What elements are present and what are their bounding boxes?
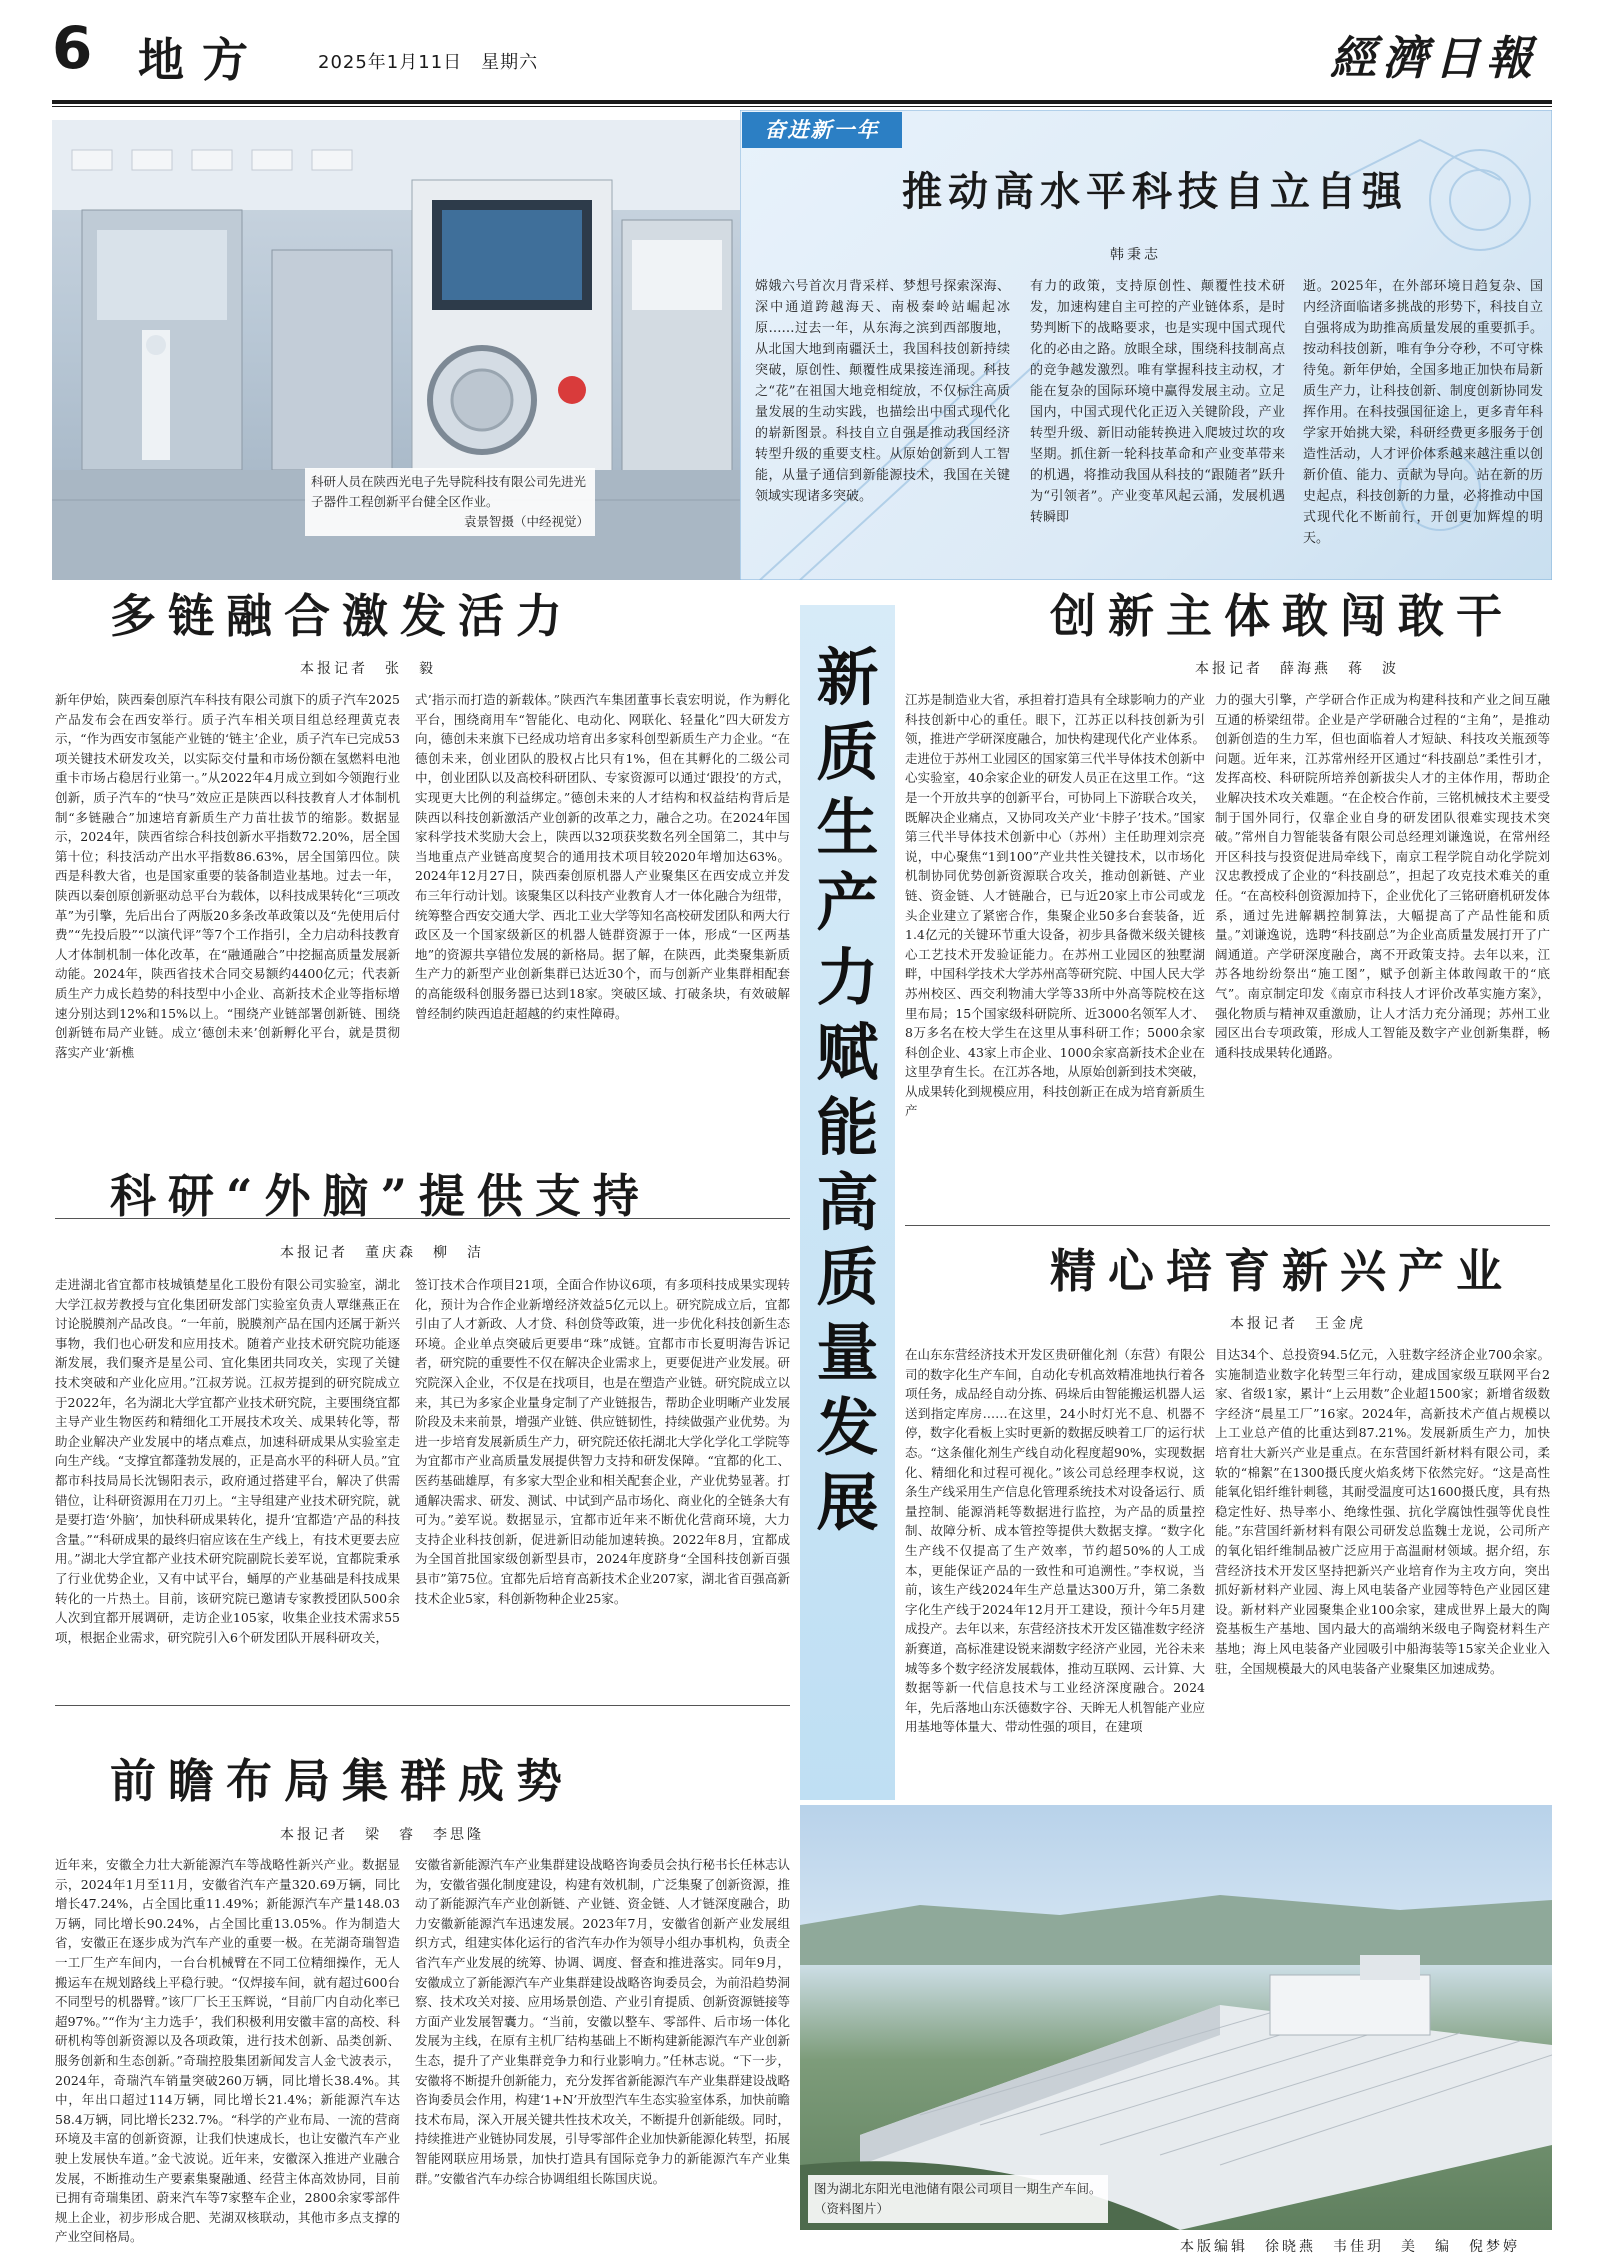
issue-date: 2025年1月11日 星期六 — [318, 52, 539, 73]
section-name: 地方 — [138, 33, 266, 87]
lab-photo-credit: 袁景智摄（中经视觉） — [463, 514, 589, 529]
header-rule — [52, 100, 1552, 104]
lab-photo-caption-text: 科研人员在陕西光电子先导院科技有限公司先进光子器件工程创新平台健全区作业。 — [311, 474, 587, 509]
lead-title: 推动高水平科技自立自强 — [902, 169, 1408, 215]
header-rule-thin — [52, 106, 1552, 107]
article1-byline: 本报记者 张 毅 — [300, 661, 436, 677]
lead-kicker: 奋进新一年 — [742, 112, 902, 148]
article5-column-2: 目达34个、总投资94.5亿元，入驻数字经济企业700余家。实施制造业数字化转型三年行动，建成国家级互联网平台2家、省级1家，累计“上云用数”企业超1500家；新增省级数字经济“晨星工厂”16家。2024年，高新技术产值占规模以上工业总产值的比重达到87.21%。发展新质生产力，加快培育壮大新兴产业是重点。在东营国纤新材料有限公司，柔软的“棉絮”在1300摄氏度火焰炙烤下依然完好。“这是高性能氧化铝纤维针刺毯，其耐受温度可达1600摄氏度，具有热稳定性好、热导率小、绝缘性强、抗化学腐蚀性强等优良性能。”东营国纤新材料有限公司研发总监魏士龙说，公司所产的氧化铝纤维制品被广泛应用于高温耐材领域。据介绍，东营经济技术开发区坚持把新兴产业培育作为主攻方向，突出抓好新材料产业园、海上风电装备产业园等特色产业园区建设。新材料产业园聚集企业100余家，建成世界上最大的陶瓷基板生产基地、国内最大的高端纳米级电子陶瓷材料生产基地；海上风电装备产业园吸引中船海装等15家关企业业入驻，全国规模最大的风电装备产业聚集区加速成势。 — [1215, 1347, 1550, 1676]
article4-column-2: 力的强大引擎，产学研合作正成为构建科技和产业之间互融互通的桥梁纽带。企业是产学研融合过程的“主角”，是推动创新创造的生力军，但也面临着人才短缺、科技攻关瓶颈等问题。近年来，江苏常州经开区通过“科技副总”柔性引才，发挥高校、科研院所培养创新拔尖人才的主体作用，帮助企业解决技术攻关难题。“在企校合作前，三铭机械技术主要受制于国外同行，仅靠企业自身的研发团队很难实现技术突破。”常州自力智能装备有限公司总经理刘谦逸说，在常州经开区科技与投资促进局牵线下，南京工程学院自动化学院刘汉忠教授成了企业的“科技副总”，担起了攻克技术难关的重任。“在高校科创资源加持下，企业优化了三铭研磨机研发体系，通过先进解耦控制算法，大幅提高了产品性能和质量。”刘谦逸说，选聘“科技副总”为企业高质量发展打开了广阔通道。产学研深度融合，离不开政策支持。去年以来，江苏各地纷纷祭出“施工图”，赋予创新主体敢闯敢干的“底气”。南京制定印发《南京市科技人才评价改革实施方案》，强化物质与精神双重激励，让人才活力充分涌现；苏州工业园区出台专项政策，形成人工智能及数字产业创新集群，畅通科技成果转化通路。 — [1215, 692, 1550, 1060]
article2-title: 科研“外脑”提供支持 — [110, 1169, 651, 1223]
article1-column-2: 式’指示而打造的新载体。”陕西汽车集团董事长袁宏明说，作为孵化平台，围绕商用车“智能化、电动化、网联化、轻量化”四大研发方向，德创未来旗下已经成功培育出多家科创型新质生产力企业。“在德创未来，创业团队的股权占比只有1%，但在其孵化的二级公司中，创业团队以及高校科研团队、专家资源可以通过‘跟投’的方式，实现更大比例的利益绑定。”德创未来的人才结构和权益结构背后是陕西以科技创新激活产业创新的改革之力，融合之功。在2024年国家科学技术奖励大会上，陕西以32项获奖数名列全国第二，其中与当地重点产业链高度契合的通用技术项目较2020年增加达63%。2024年12月27日，陕西秦创原机器人产业聚集区在西安成立并发布三年行动计划。该聚集区以科技产业教育人才一体化融合为纽带，统筹整合西安交通大学、西北工业大学等知名高校研发团队和两大行政区及一个国家级新区的机器人链群资源于一体，形成“一区两基地”的资源共享错位发展的新格局。据了解，在陕西，此类聚集新质生产力的新型产业创新集群已达近30个，而与创新产业集群相配套的高能级科创服务器已达到18家。突破区域、打破条块，有效破解曾经制约陕西追赶超越的约束性障碍。 — [415, 692, 790, 1021]
lab-photo-caption — [305, 468, 595, 536]
lead-author: 韩秉志 — [1110, 247, 1161, 263]
divider — [55, 1705, 790, 1706]
article3-byline: 本报记者 梁 睿 李思隆 — [280, 1827, 484, 1843]
article5-column-1: 在山东东营经济技术开发区贵研催化剂（东营）有限公司的数字化生产车间，自动化专机高效精准地执行着各项任务，成品经自动分拣、码垛后由智能搬运机器人运送到指定库房……在这里，24小时灯光不息、机器不停，数字化看板上实时更新的数据反映着工厂的运行状态。“这条催化剂生产线自动化程度超90%，实现数据化、精细化和过程可视化。”该公司总经理李权说，这条生产线采用生产信息化管理系统技术对设备运行、质量控制、能源消耗等数据进行监控，为产品的质量控制、故障分析、成本管控等提供大数据支撑。“数字化生产线不仅提高了生产效率，节约超50%的人工成本，更能保证产品的一致性和可追溯性。”李权说，当前，该生产线2024年生产总量达300万升，第二条数字化生产线于2024年12月开工建设，预计今年5月建成投产。去年以来，东营经济技术开发区锚准数字经济新赛道，高标准建设锐来湖数字经济产业园，光谷未来城等多个数字经济发展载体，推动互联网、云计算、大数据等新一代信息技术与工业经济深度融合。2024年，先后落地山东沃德数字谷、天眸无人机智能产业应用基地等体量大、带动性强的项目，在建项 — [905, 1347, 1205, 1735]
factory-photo-caption-text: 图为湖北东阳光电池储有限公司项目一期生产车间。 — [814, 2181, 1102, 2196]
center-title — [800, 640, 895, 1540]
factory-photo-credit: （资料图片） — [814, 2201, 890, 2216]
article2-column-2: 签订技术合作项目21项，全面合作协议6项，有多项科技成果实现转化，预计为合作企业新增经济效益5亿元以上。研究院成立后，宜都引由了人才新政、人才贷、科创贷等政策，进一步优化科技创新生态环境。企业单点突破后更要串“珠”成链。宜都市市长夏明海告诉记者，研究院的重要性不仅在解决企业需求上，更要促进产业发展。研究院深入企业，不仅是在找项目，也是在塑造产业链。研究院成立以来，其已为多家企业量身定制了产业链报告，帮助企业明晰产业发展阶段及未来前景，增强产业链、供应链韧性，持续做强产业优势。为进一步培育发展新质生产力，研究院还依托湖北大学化学化工学院等为宜都市产业高质量发展提供智力支持和研发保障。“宜都的化工、医药基础雄厚，有多家大型企业和相关配套企业，产业优势显著。打通解决需求、研发、测试、中试到产品市场化、商业化的全链条大有可为。”姜军说。数据显示，宜都市近年来不断优化营商环境，大力支持企业科技创新，促进新旧动能加速转换。2022年8月，宜都成为全国首批国家级创新型县市，2024年度跻身“全国科技创新百强县市”第75位。宜都先后培育高新技术企业207家，湖北省百强高新技术企业5家，科创新物种企业25家。 — [415, 1277, 790, 1606]
article4-byline: 本报记者 薛海燕 蒋 波 — [1195, 661, 1399, 677]
factory-photo-illustration — [800, 1805, 1552, 2230]
lead-column-2: 有力的政策，支持原创性、颠覆性技术研发，加速构建自主可控的产业链体系，是时势判断下的战略要求，也是实现中国式现代化的必由之路。放眼全球，围绕科技制高点的竞争越发激烈。唯有掌握科技主动权，才能在复杂的国际环境中赢得发展主动。立足国内，中国式现代化正迈入关键阶段，产业转型升级、新旧动能转换进入爬坡过坎的攻坚期。抓住新一轮科技革命和产业变革带来的机遇，将推动我国从科技的“跟随者”跃升为“引领者”。产业变革风起云涌，发展机遇转瞬即 — [1030, 279, 1285, 525]
page-number: 6 — [52, 14, 93, 82]
article3-column-1: 近年来，安徽全力壮大新能源汽车等战略性新兴产业。数据显示，2024年1月至11月，安徽省汽车产量320.69万辆，同比增长47.24%，占全国比重11.49%；新能源汽车产量148.03万辆，同比增长90.24%，占全国比重13.05%。作为制造大省，安徽正在逐步成为汽车产业的重要一极。在芜湖奇瑞智造一工厂生产车间内，一台台机械臂在不同工位精细操作，无人搬运车在规划路线上平稳行驶。“仅焊接车间，就有超过600台不同型号的机器臂。”该厂厂长王玉辉说，“目前厂内自动化率已超97%。”“作为‘主力选手’，我们积极利用安徽丰富的高校、科研机构等创新资源以及各项政策，进行技术创新、品类创新、服务创新和生态创新。”奇瑞控股集团新闻发言人金弋波表示，2024年，奇瑞汽车销量突破260万辆，同比增长38.4%。其中，年出口超过114万辆，同比增长21.4%；新能源汽车达58.4万辆，同比增长232.7%。“科学的产业布局、一流的营商环境及丰富的创新资源，让我们快速成长，也让安徽汽车产业驶上发展快车道。”金弋波说。近年来，安徽深入推进产业融合发展，不断推动生产要素集聚融通、经营主体高效协同，目前已拥有奇瑞集团、蔚来汽车等7家整车企业，2800余家零部件规上企业，初步形成合肥、芜湖双核联动，其他市多点支撑的产业空间格局。 — [55, 1857, 400, 2245]
page-footer: 本版编辑 徐晓燕 韦佳玥 美 编 倪梦婷 — [1180, 2239, 1520, 2255]
lead-column-1: 嫦娥六号首次月背采样、梦想号探索深海、深中通道跨越海天、南极秦岭站崛起冰原……过去一年，从东海之滨到西部腹地，从北国大地到南疆沃土，我国科技创新持续突破，原创性、颠覆性成果接连涌现。科技之“花”在祖国大地竞相绽放，不仅标注高质量发展的生动实践，也描绘出中国式现代化的崭新图景。科技自立自强是推动我国经济转型升级的重要支柱。从原始创新到人工智能，从量子通信到新能源技术，我国在关键领域实现诸多突破。 — [755, 279, 1010, 504]
article5-title: 精心培育新兴产业 — [1050, 1244, 1514, 1298]
article1-title: 多链融合激发活力 — [110, 589, 574, 643]
article1-column-1: 新年伊始，陕西秦创原汽车科技有限公司旗下的质子汽车2025产品发布会在西安举行。质子汽车相关项目组总经理黄克表示，“作为西安市氢能产业链的‘链主’企业，质子汽车已完成53项关键技术研发攻关，以实际交付量和市场份额在氢燃料电池重卡市场占稳居行业第一。”从2022年4月成立到如今领跑行业创新，质子汽车的“快马”效应正是陕西以科技教育人才体制机制“多链融合”加速培育新质生产力苗壮拔节的缩影。数据显示，2024年，陕西省综合科技创新水平指数72.20%，居全国第十位；科技活动产出水平指数86.63%，居全国第四位。陕西是科教大省，也是国家重要的装备制造业基地。过去一年，陕西以秦创原创新驱动总平台为载体，以科技成果转化“三项改革”为引擎，先后出台了两版20多条改革政策以及“先使用后付费”“先投后股”“以演代评”等7个工作指引，全力启动科技教育人才体制机制一体化改革，在“融通融合”中挖掘高质量发展新动能。2024年，陕西省技术合同交易额约4400亿元；代表新质生产力成长趋势的科技型中小企业、高新技术企业等指标增速分别达到12%和15%以上。“围绕产业链部署创新链、围绕创新链布局产业链。成立‘德创未来’创新孵化平台，就是贯彻落实产业‘新樵 — [55, 692, 400, 1060]
factory-photo — [800, 1805, 1552, 2230]
factory-photo-caption — [808, 2175, 1108, 2223]
article3-title: 前瞻布局集群成势 — [110, 1754, 574, 1808]
center-title-text: 新质生产力赋能高质量发展 — [816, 641, 879, 1539]
article4-column-1: 江苏是制造业大省，承担着打造具有全球影响力的产业科技创新中心的重任。眼下，江苏正以科技创新为引领，推进产学研深度融合，加快构建现代化产业体系。走进位于苏州工业园区的国家第三代半导体技术创新中心实验室，40余家企业的研发人员正在这里工作。“这是一个开放共享的创新平台，可协同上下游联合攻关，既解决企业痛点，又协同攻关产业‘卡脖子’技术。”国家第三代半导体技术创新中心（苏州）主任助理刘宗亮说，中心聚焦“1到100”产业共性关键技术，以市场化机制协同优势创新资源联合攻关，推动创新链、产业链、资金链、人才链融合，已与近20家上市公司或龙头企业建立了紧密合作，集聚企业50多台套装备，近1.4亿元的关键环节重大设备，初步具备微米级关键核心工艺技术开发验证能力。在苏州工业园区的独墅湖畔，中国科学技术大学苏州高等研究院、中国人民大学苏州校区、西交利物浦大学等33所中外高等院校在这里布局；15个国家级科研院所、近3000名领军人才、8万多名在校大学生在这里从事科研工作；5000余家科创企业、43家上市企业、1000余家高新技术企业在这里孕育生长。在江苏各地，从原始创新到技术突破，从成果转化到规模应用，科技创新正在成为培育新质生产 — [905, 692, 1205, 1119]
article3-column-2: 安徽省新能源汽车产业集群建设战略咨询委员会执行秘书长任林志认为，安徽省强化制度建设，构建有效机制，广泛集聚了创新资源，推动了新能源汽车产业创新链、产业链、资金链、人才链深度融合，助力安徽新能源汽车迅速发展。2023年7月，安徽省创新产业发展组织方式，组建实体化运行的省汽车办作为领导小组办事机构，负责全省汽车产业发展的统筹、协调、调度、督查和推进落实。同年9月，安徽成立了新能源汽车产业集群建设战略咨询委员会，为前沿趋势洞察、技术攻关对接、应用场景创造、产业引育提质、创新资源链接等方面产业发展智囊力。“当前，安徽以整车、零部件、后市场一体化发展为主线，在原有主机厂结构基础上不断构建新能源汽车产业创新生态，提升了产业集群竞争力和行业影响力。”任林志说。“下一步，安徽将不断提升创新能力，充分发挥省新能源汽车产业集群建设战略咨询委员会作用，构建‘1+N’开放型汽车生态实验室体系，加快前瞻技术布局，深入开展关键共性技术攻关，不断提升创新能级。同时，持续推进产业链协同发展，引导零部件企业加快新能源化转型，拓展智能网联应用场景，加快打造具有国际竞争力的新能源汽车产业集群。”安徽省汽车办综合协调组组长陈国庆说。 — [415, 1857, 790, 2186]
newspaper-logo: 經濟日報 — [1330, 31, 1538, 85]
article4-title: 创新主体敢闯敢干 — [1050, 589, 1514, 643]
lead-column-3: 逝。2025年，在外部环境日趋复杂、国内经济面临诸多挑战的形势下，科技自立自强将成为助推高质量发展的重要抓手。按动科技创新，唯有争分夺秒，不可守株待兔。新年伊始，全国多地正加快布局新质生产力，让科技创新、制度创新协同发挥作用。在科技强国征途上，更多青年科学家开始挑大梁，科研经费更多服务于创造性活动，人才评价体系越来越注重以创新价值、能力、贡献为导向。站在新的历史起点，科技创新的力量，必将推动中国式现代化不断前行，开创更加辉煌的明天。 — [1303, 279, 1543, 546]
article2-byline: 本报记者 董庆森 柳 洁 — [280, 1245, 484, 1261]
divider — [905, 1225, 1550, 1226]
article2-column-1: 走进湖北省宜都市枝城镇楚星化工股份有限公司实验室，湖北大学江叔芳教授与宜化集团研发部门实验室负责人覃继燕正在讨论脱膜剂产品改良。“一年前，脱膜剂产品在国内还属于新兴事物，我们也心研发和应用技术。随着产业技术研究院功能逐渐发展，我们聚齐是星公司、宜化集团共同攻关，实现了关键技术突破和产业化应用。”江叔芳说。江叔芳提到的研究院成立于2022年，名为湖北大学宜都产业技术研究院，主要围绕宜都主导产业生物医药和精细化工开展技术攻关、成果转化等，帮助企业解决产业发展中的堵点难点，加速科研成果从实验室走向生产线。“支撑宜都蓬勃发展的，正是高水平的科研人员。”宜都市科技局局长沈锡阳表示，政府通过搭建平台，解决了供需错位，让科研资源用在刀刃上。“主导组建产业技术研究院，就是要打造‘外脑’，加快科研成果转化，提升‘宜都造’产品的科技含量。”“科研成果的最终归宿应该在生产线上，有技术更要去应用。”湖北大学宜都产业技术研究院副院长姜军说，宜都院秉承了行业优势企业，又有中试平台，蛹厚的产业基础是科技成果转化的一片热土。目前，该研究院已邀请专家教授团队500余人次到宜都开展调研，走访企业105家，收集企业技术需求55项，根据企业需求，研究院引入6个研发团队开展科研攻关， — [55, 1277, 400, 1645]
masthead — [0, 0, 1600, 110]
article5-byline: 本报记者 王金虎 — [1230, 1316, 1366, 1332]
